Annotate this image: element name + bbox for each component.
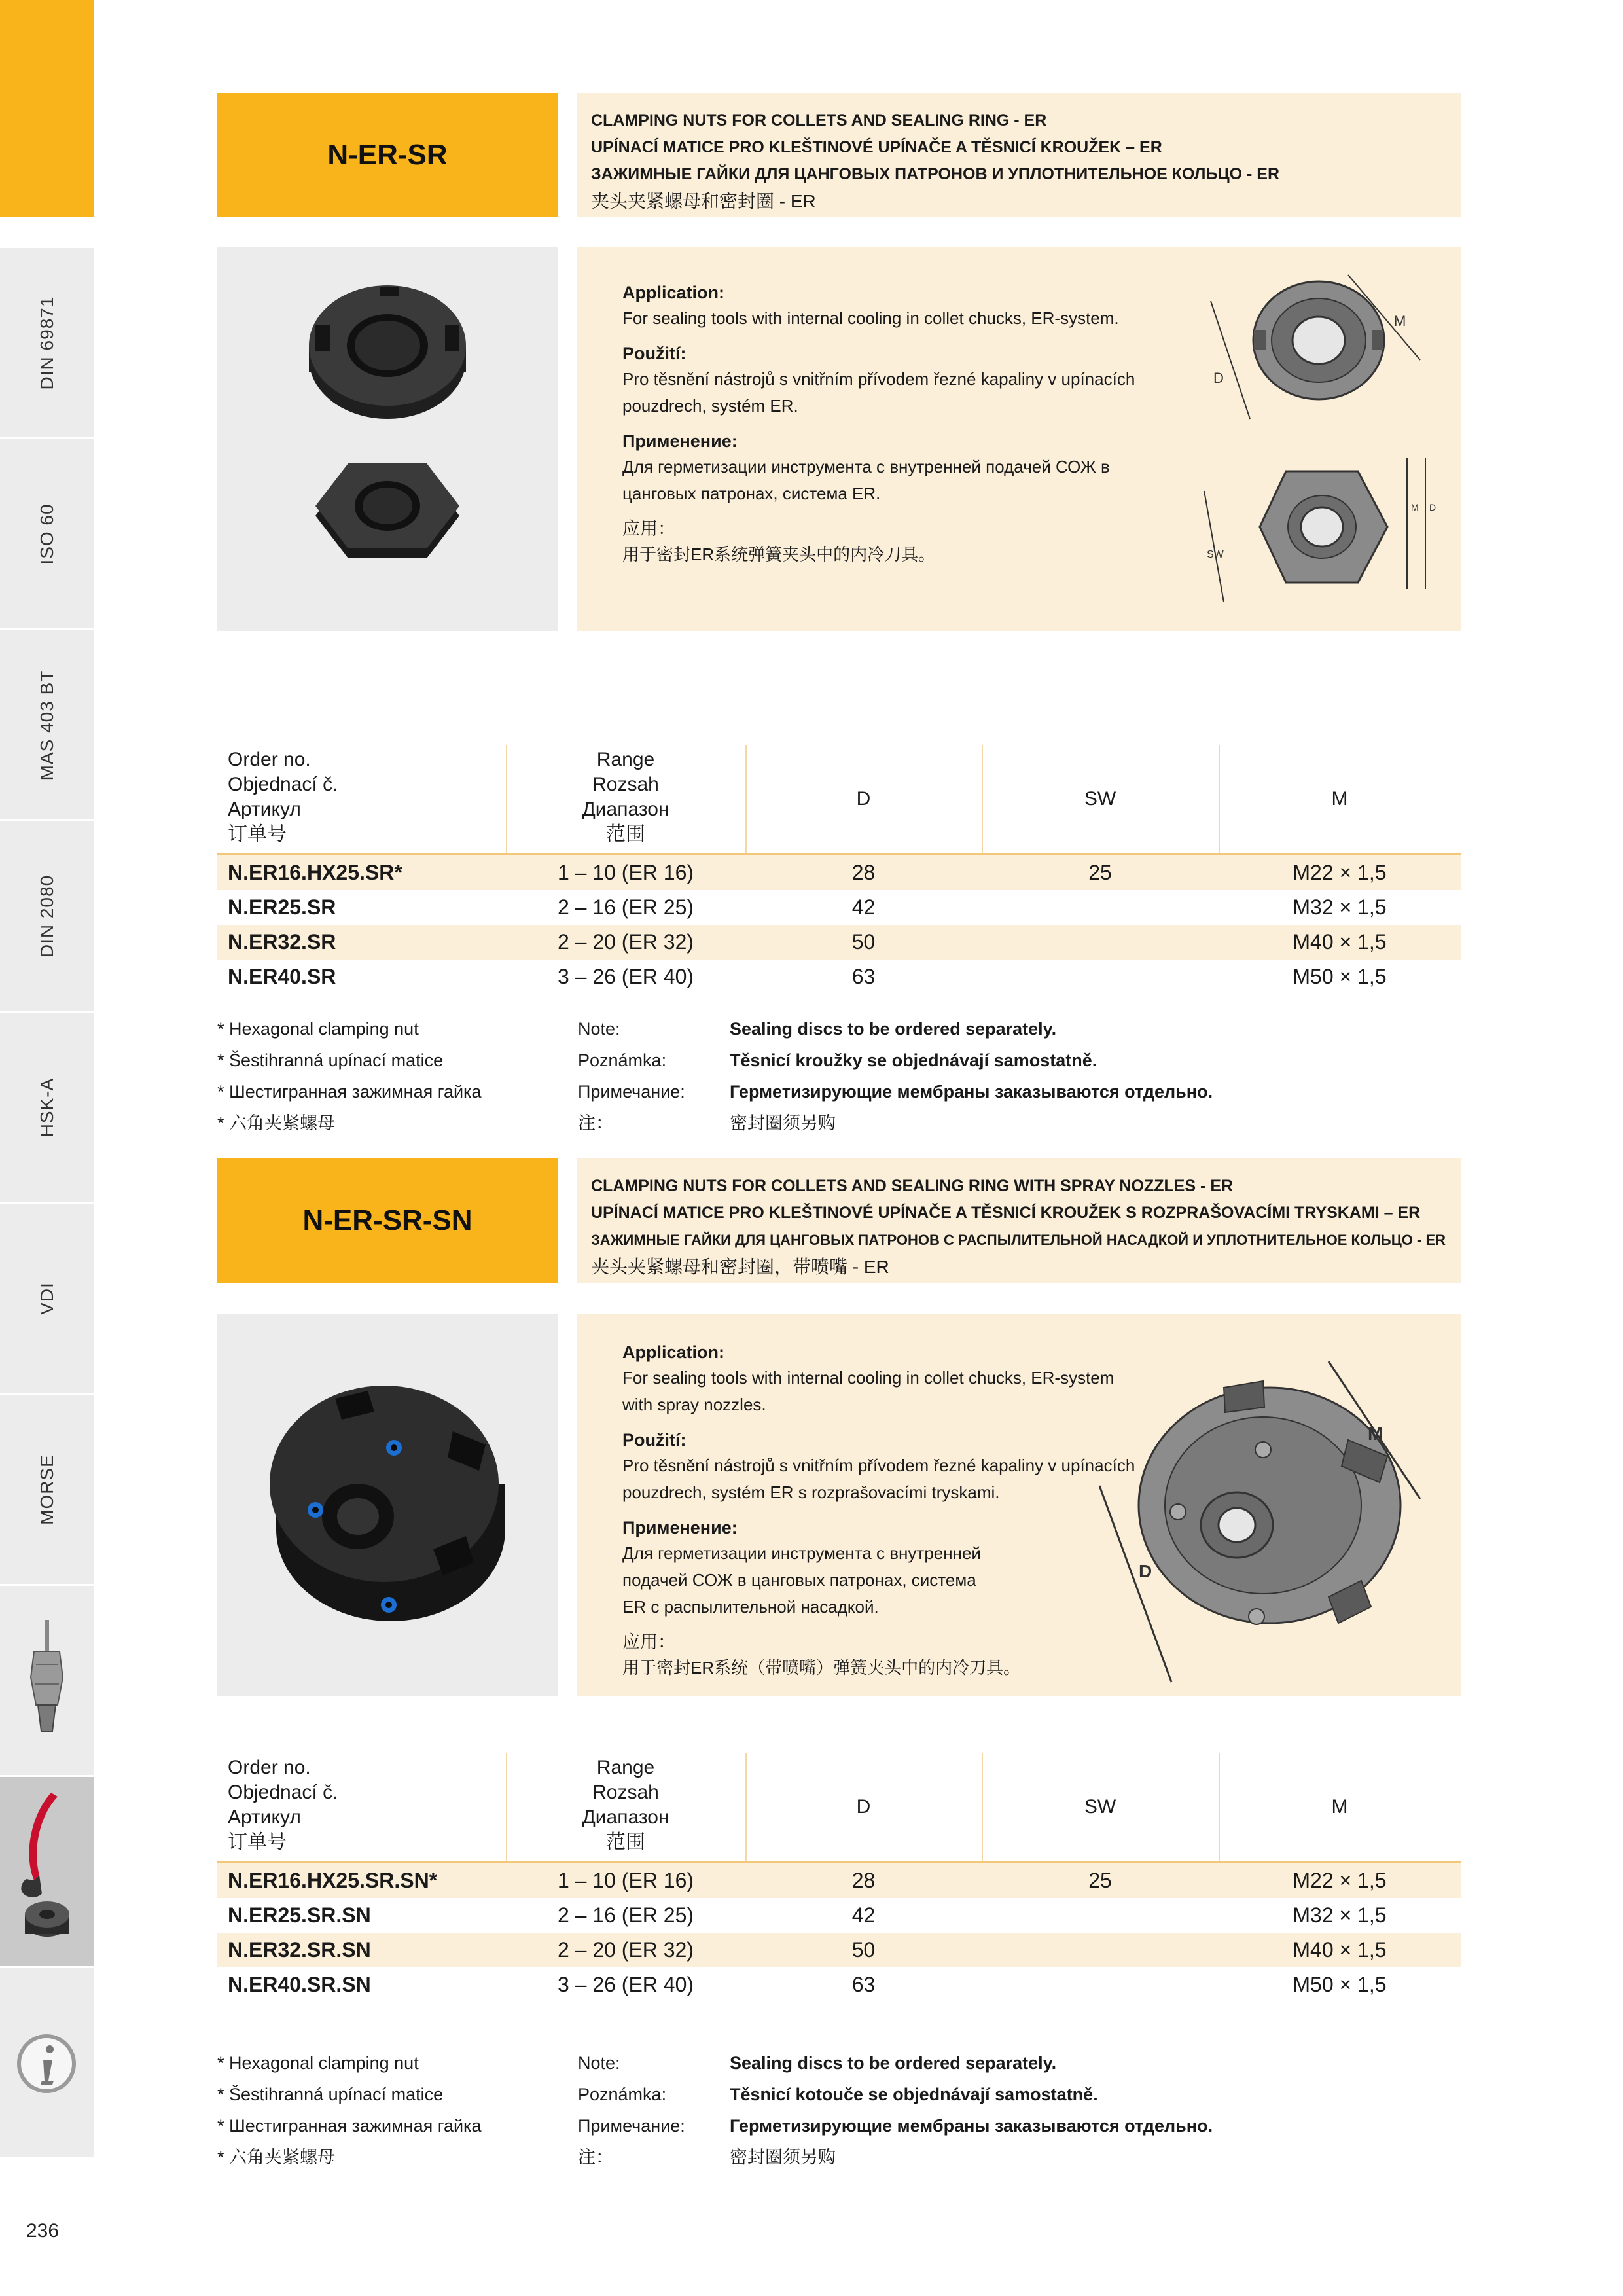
title-chinese: 夹头夹紧螺母和密封圈 - ER xyxy=(591,191,816,211)
application-label: Application: xyxy=(622,1342,724,1362)
cell-range: 2 – 16 (ER 25) xyxy=(557,1903,694,1927)
cell-d: 63 xyxy=(851,1973,876,1996)
cell-d: 63 xyxy=(851,965,876,988)
footnote-star: * 六角夹紧螺母 xyxy=(217,1113,336,1133)
cell-sw: 25 xyxy=(1088,861,1112,884)
application-label: Application: xyxy=(622,283,724,302)
application-text: For sealing tools with internal cooling in collet chucks, ER-system with spray nozzles. xyxy=(622,1368,1115,1414)
side-tab-label: VDI xyxy=(36,1282,57,1315)
header-line: Артикул xyxy=(228,1806,301,1828)
note-text: Герметизирующие мембраны заказываются отдельно. xyxy=(730,1082,1213,1102)
side-tab-vdi[interactable] xyxy=(0,1204,94,1395)
side-tab-morse[interactable] xyxy=(0,1395,94,1586)
dimension-label-d: D xyxy=(1139,1561,1152,1581)
side-accent-bar xyxy=(0,0,94,217)
footnote-row xyxy=(217,2142,1461,2173)
header-sw: SW xyxy=(1084,788,1116,810)
side-tab-iso-60[interactable] xyxy=(0,439,94,630)
note-label: Note: xyxy=(578,1019,620,1039)
cell-range: 2 – 16 (ER 25) xyxy=(557,895,694,919)
table-header xyxy=(217,1753,1461,1861)
footnote-star: * Шестигранная зажимная гайка xyxy=(217,2116,482,2136)
info-icon xyxy=(0,1968,94,2159)
cell-m: M40 × 1,5 xyxy=(1293,1938,1387,1962)
note-text: Těsnicí kotouče se objednávají samostatně. xyxy=(730,2085,1098,2104)
note-label: Примечание: xyxy=(578,2116,685,2136)
note-text: 密封圈须另购 xyxy=(730,2147,836,2167)
footnote-star: * Hexagonal clamping nut xyxy=(217,1019,419,1039)
technical-drawing-2 xyxy=(1073,1335,1440,1689)
application-label: Použití: xyxy=(622,1430,687,1450)
header-line: Range xyxy=(596,1757,655,1778)
dimension-label-sw: SW xyxy=(1207,549,1224,560)
application-text: Pro těsnění nástrojů s vnitřním přívodem řezné kapaliny v upínacích pouzdrech, systém ER. xyxy=(622,369,1135,416)
cell-order: N.ER25.SR xyxy=(228,895,336,919)
cell-m: M22 × 1,5 xyxy=(1293,1869,1387,1892)
header-line: Range xyxy=(596,749,655,770)
title-russian: ЗАЖИМНЫЕ ГАЙКИ ДЛЯ ЦАНГОВЫХ ПАТРОНОВ С РАСПЫЛИТЕЛЬНОЙ НАСАДКОЙ И УПЛОТНИТЕЛЬНОЕ КОЛЬЦО - ER xyxy=(591,1232,1446,1248)
title-english: CLAMPING NUTS FOR COLLETS AND SEALING RING WITH SPRAY NOZZLES - ER xyxy=(591,1177,1234,1195)
header-line: Order no. xyxy=(228,1757,311,1778)
footnotes-1 xyxy=(217,1013,1461,1139)
side-tab-din-69871[interactable] xyxy=(0,248,94,439)
note-label: Примечание: xyxy=(578,1082,685,1102)
side-tab-din-2080[interactable] xyxy=(0,821,94,1013)
cell-order: N.ER16.HX25.SR* xyxy=(228,861,402,884)
footnote-row xyxy=(217,1076,1461,1107)
dimension-label-m: M xyxy=(1411,502,1419,512)
cell-m: M32 × 1,5 xyxy=(1293,1903,1387,1927)
application-label: 应用： xyxy=(622,1632,675,1652)
footnote-row xyxy=(217,2110,1461,2142)
dimension-label-d: D xyxy=(1429,502,1436,512)
side-tab-mas-403-bt[interactable] xyxy=(0,630,94,821)
header-m: M xyxy=(1331,1796,1348,1818)
header-range xyxy=(506,1755,745,1863)
product-photo-panel xyxy=(217,1314,558,1696)
application-text: For sealing tools with internal cooling in collet chucks, ER-system. xyxy=(622,308,1119,328)
cell-sw: 25 xyxy=(1088,1869,1112,1892)
footnote-row xyxy=(217,1107,1461,1139)
cell-m: M50 × 1,5 xyxy=(1293,1973,1387,1996)
table-row xyxy=(217,855,1461,890)
footnote-star: * Hexagonal clamping nut xyxy=(217,2053,419,2073)
header-line: 范围 xyxy=(606,1831,645,1853)
footnote-row xyxy=(217,1045,1461,1076)
cell-d: 28 xyxy=(851,861,876,884)
product-description-header xyxy=(577,1158,1461,1283)
footnote-row xyxy=(217,1013,1461,1045)
cell-range: 2 – 20 (ER 32) xyxy=(557,1938,694,1962)
side-tab-label: DIN 69871 xyxy=(36,296,57,389)
table-row xyxy=(217,1863,1461,1898)
header-line: 订单号 xyxy=(228,823,287,845)
application-text: Pro těsnění nástrojů s vnitřním přívodem řezné kapaliny v upínacích pouzdrech, systém ER s rozprašovacími tryskami. xyxy=(622,1456,1135,1502)
side-tab-label: MORSE xyxy=(36,1454,57,1525)
table-row xyxy=(217,960,1461,994)
dimension-label-d: D xyxy=(1213,370,1224,386)
title-czech: UPÍNACÍ MATICE PRO KLEŠTINOVÉ UPÍNAČE A TĚSNICÍ KROUŽEK – ER xyxy=(591,138,1162,156)
dimension-label-m: M xyxy=(1368,1424,1383,1444)
application-label: Použití: xyxy=(622,344,687,363)
header-sw: SW xyxy=(1084,1796,1116,1818)
cell-m: M32 × 1,5 xyxy=(1293,895,1387,919)
application-text: Для герметизации инструмента с внутренней подачей СОЖ в цанговых патронах, система ER с распылительной насадкой. xyxy=(622,1543,981,1617)
header-line: Objednací č. xyxy=(228,774,338,795)
side-tab-label: DIN 2080 xyxy=(36,874,57,958)
cell-order: N.ER25.SR.SN xyxy=(228,1903,371,1927)
product-code-title: N-ER-SR xyxy=(217,93,558,217)
cell-d: 42 xyxy=(851,895,876,919)
footnote-star: * Шестигранная зажимная гайка xyxy=(217,1082,482,1102)
side-tab-hsk-a[interactable] xyxy=(0,1013,94,1204)
note-label: Poznámka: xyxy=(578,2085,667,2104)
cell-m: M40 × 1,5 xyxy=(1293,930,1387,954)
table-header xyxy=(217,745,1461,853)
footnote-row xyxy=(217,2047,1461,2079)
note-label: Poznámka: xyxy=(578,1050,667,1070)
note-label: 注： xyxy=(578,1113,613,1133)
title-russian: ЗАЖИМНЫЕ ГАЙКИ ДЛЯ ЦАНГОВЫХ ПАТРОНОВ И УПЛОТНИТЕЛЬНОЕ КОЛЬЦО - ER xyxy=(591,165,1280,183)
header-range xyxy=(506,747,745,855)
side-tab-info[interactable] xyxy=(0,1968,94,2159)
cell-order: N.ER40.SR xyxy=(228,965,336,988)
title-chinese: 夹头夹紧螺母和密封圈，带喷嘴 - ER xyxy=(591,1257,889,1277)
header-m: M xyxy=(1331,788,1348,810)
cell-d: 50 xyxy=(851,930,876,954)
cell-d: 42 xyxy=(851,1903,876,1927)
header-d: D xyxy=(856,788,871,810)
header-line: 范围 xyxy=(606,823,645,845)
application-text: Для герметизации инструмента с внутренней подачей СОЖ в цанговых патронах, система ER. xyxy=(622,457,1110,503)
cell-range: 2 – 20 (ER 32) xyxy=(557,930,694,954)
cell-range: 3 – 26 (ER 40) xyxy=(557,965,694,988)
header-line: Objednací č. xyxy=(228,1782,338,1803)
header-line: Rozsah xyxy=(592,774,659,795)
cell-order: N.ER32.SR xyxy=(228,930,336,954)
table-row xyxy=(217,890,1461,925)
application-text: 用于密封ER系统弹簧夹头中的内冷刀具。 xyxy=(622,545,936,564)
table-row xyxy=(217,1967,1461,2002)
cell-range: 1 – 10 (ER 16) xyxy=(557,1869,694,1892)
note-text: Герметизирующие мембраны заказываются отдельно. xyxy=(730,2116,1213,2136)
clamping-nut-photo xyxy=(217,247,558,631)
table-row xyxy=(217,1898,1461,1933)
header-order-no xyxy=(228,747,338,855)
title-czech: UPÍNACÍ MATICE PRO KLEŠTINOVÉ UPÍNAČE A TĚSNICÍ KROUŽEK S ROZPRAŠOVACÍMI TRYSKAMI – ER xyxy=(591,1204,1421,1222)
header-line: Rozsah xyxy=(592,1782,659,1803)
header-line: Order no. xyxy=(228,749,311,770)
wrench-and-nut-icon xyxy=(0,1777,94,1968)
product-code-title: N-ER-SR-SN xyxy=(217,1158,558,1283)
header-line: Диапазон xyxy=(582,1806,669,1828)
cell-d: 50 xyxy=(851,1938,876,1962)
application-label: 应用： xyxy=(622,519,675,539)
footnote-star: * 六角夹紧螺母 xyxy=(217,2147,336,2167)
side-tab-clamping-nuts[interactable] xyxy=(0,1777,94,1968)
application-label: Применение: xyxy=(622,431,738,451)
title-english: CLAMPING NUTS FOR COLLETS AND SEALING RING - ER xyxy=(591,111,1047,130)
note-text: 密封圈须另购 xyxy=(730,1113,836,1133)
note-text: Sealing discs to be ordered separately. xyxy=(730,2053,1057,2073)
technical-drawing-1 xyxy=(1198,262,1453,622)
header-order-no xyxy=(228,1755,338,1863)
header-line: Артикул xyxy=(228,798,301,820)
side-tab-drill-chuck[interactable] xyxy=(0,1586,94,1777)
order-table-2 xyxy=(217,1753,1461,2002)
application-label: Применение: xyxy=(622,1518,738,1537)
note-label: 注： xyxy=(578,2147,613,2167)
cell-m: M50 × 1,5 xyxy=(1293,965,1387,988)
cell-m: M22 × 1,5 xyxy=(1293,861,1387,884)
header-d: D xyxy=(856,1796,871,1818)
page-number: 236 xyxy=(26,2220,60,2242)
header-line: 订单号 xyxy=(228,1831,287,1853)
application-text: 用于密封ER系统（带喷嘴）弹簧夹头中的内冷刀具。 xyxy=(622,1658,1021,1677)
table-row xyxy=(217,1933,1461,1967)
side-tab-label: ISO 60 xyxy=(36,503,57,565)
cell-d: 28 xyxy=(851,1869,876,1892)
footnotes-2 xyxy=(217,2047,1461,2173)
footnote-star: * Šestihranná upínací matice xyxy=(217,2085,444,2104)
cell-order: N.ER40.SR.SN xyxy=(228,1973,371,1996)
drill-chuck-icon xyxy=(0,1586,94,1777)
product-description-header xyxy=(577,93,1461,217)
footnote-row xyxy=(217,2079,1461,2110)
product-photo-panel xyxy=(217,247,558,631)
cell-range: 1 – 10 (ER 16) xyxy=(557,861,694,884)
header-line: Диапазон xyxy=(582,798,669,820)
cell-range: 3 – 26 (ER 40) xyxy=(557,1973,694,1996)
note-label: Note: xyxy=(578,2053,620,2073)
cell-order: N.ER16.HX25.SR.SN* xyxy=(228,1869,438,1892)
note-text: Sealing discs to be ordered separately. xyxy=(730,1019,1057,1039)
footnote-star: * Šestihranná upínací matice xyxy=(217,1050,444,1070)
dimension-label-m: M xyxy=(1394,313,1406,329)
note-text: Těsnicí kroužky se objednávají samostatně. xyxy=(730,1050,1097,1070)
cell-order: N.ER32.SR.SN xyxy=(228,1938,371,1962)
table-row xyxy=(217,925,1461,960)
spray-nozzle-nut-photo xyxy=(217,1314,558,1696)
order-table-1 xyxy=(217,745,1461,994)
side-tab-label: HSK-A xyxy=(36,1077,57,1137)
side-tab-label: MAS 403 BT xyxy=(36,670,57,780)
